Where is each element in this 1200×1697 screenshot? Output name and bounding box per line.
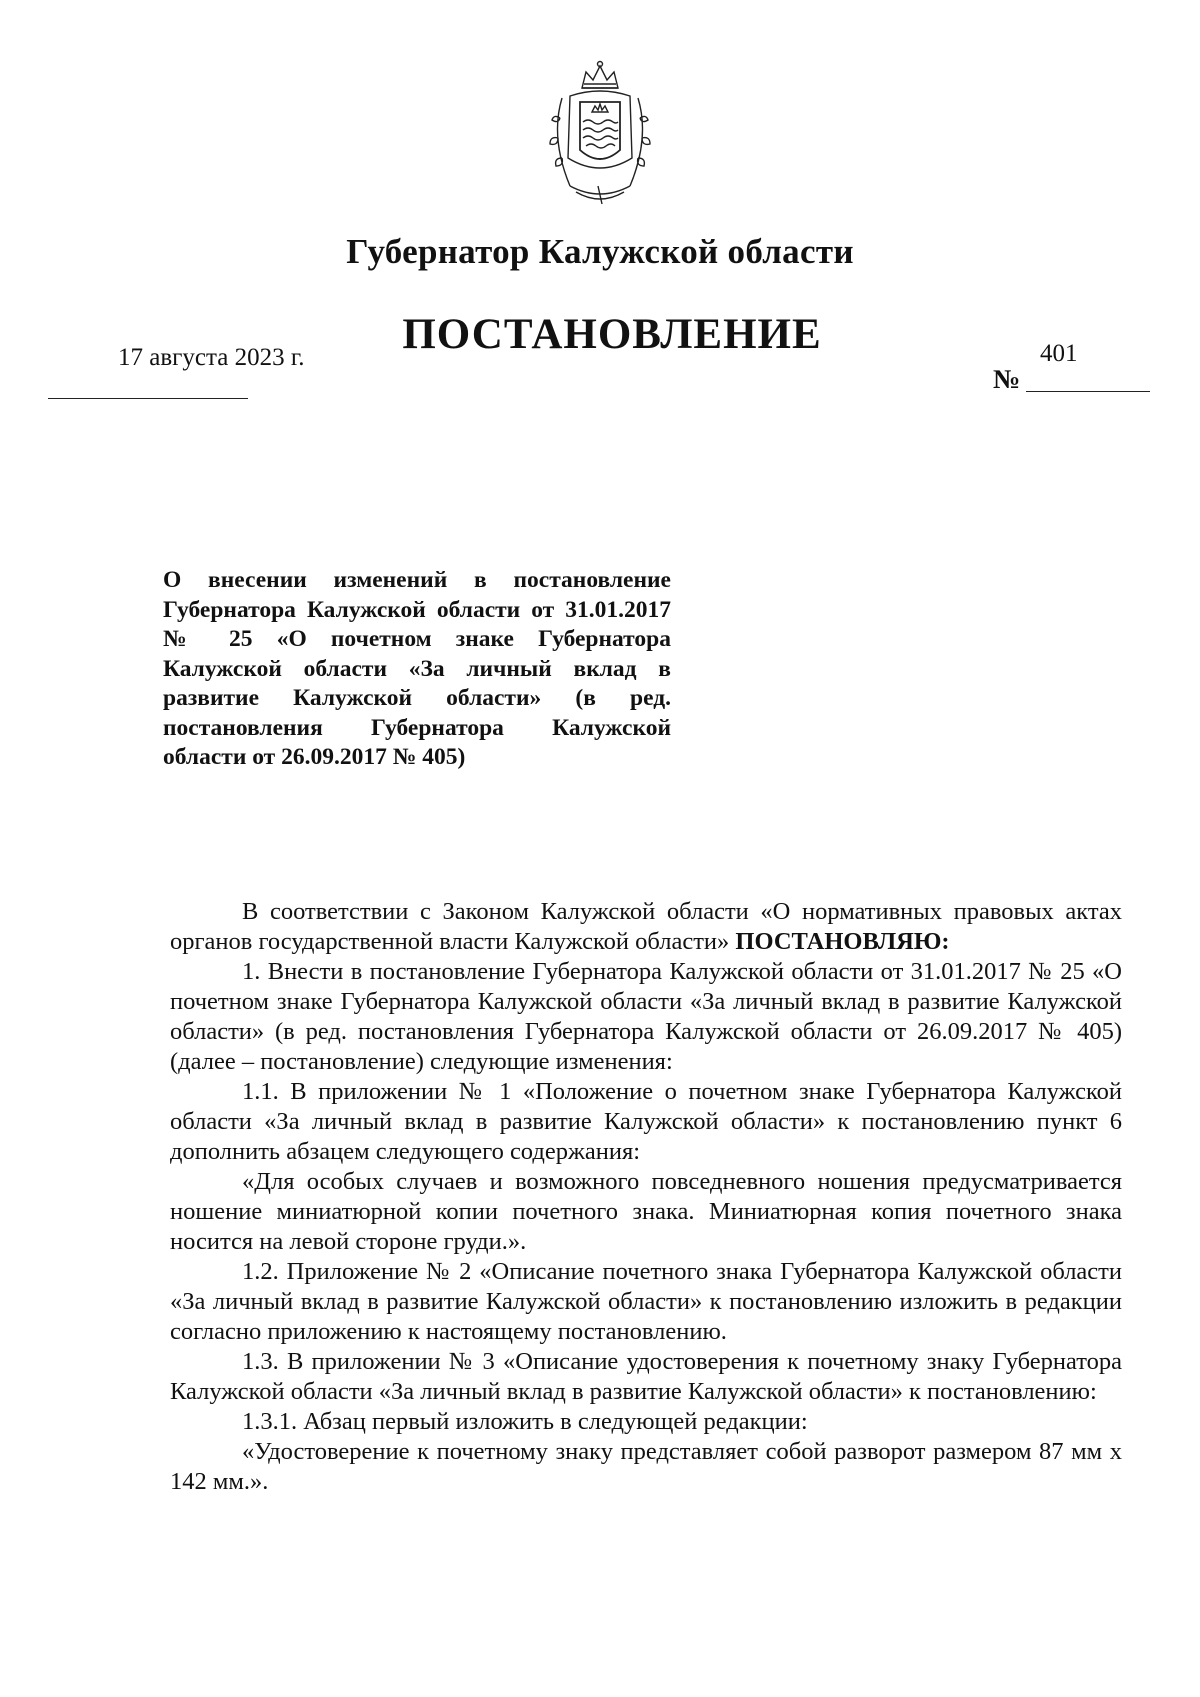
document-date: 17 августа 2023 г. <box>118 344 305 371</box>
body-paragraph: 1.3. В приложении № 3 «Описание удостоверения к почетному знаку Губернатора Калужской области «За личный вклад в развитие Калужской области» к постановлению: <box>170 1348 1122 1405</box>
body-paragraph: 1. Внести в постановление Губернатора Калужской области от 31.01.2017 № 25 «О почетном знаке Губернатора Калужской области «За личный вклад в развитие Калужской области» (в ред. постановления Губернатора Калужской области от 26.09.2017 № 405) (далее – постановление) следующие изменения: <box>170 958 1122 1075</box>
intro-text: В соответствии с Законом Калужской области «О нормативных правовых актах органов государственной власти Калужской области» <box>170 898 1122 955</box>
number-underline <box>1026 391 1150 392</box>
body-paragraph: «Для особых случаев и возможного повседневного ношения предусматривается ношение миниатюрной копии почетного знака. Миниатюрная копия почетного знака носится на левой стороне груди.». <box>170 1168 1122 1255</box>
body-paragraph: «Удостоверение к почетному знаку представляет собой разворот размером 87 мм х 142 мм.». <box>170 1438 1122 1495</box>
coat-of-arms-icon <box>540 58 660 208</box>
intro-paragraph <box>170 897 1122 957</box>
number-label: № <box>993 364 1021 394</box>
body-paragraph: 1.3.1. Абзац первый изложить в следующей редакции: <box>242 1408 808 1435</box>
issuing-authority: Губернатор Калужской области <box>346 232 854 271</box>
body-paragraph: 1.2. Приложение № 2 «Описание почетного знака Губернатора Калужской области «За личный вклад в развитие Калужской области» к постановлению изложить в редакции согласно приложению к настоящему постановлению. <box>170 1258 1122 1345</box>
date-underline <box>48 398 248 399</box>
document-body <box>170 897 1122 1497</box>
document-number: 401 <box>1040 340 1078 367</box>
document-subject: О внесении изменений в постановление Губернатора Калужской области от 31.01.2017 № 25 «О почетном знаке Губернатора Калужской области «За личный вклад в развитие Калужской области» (в ред. постановления Губернатора Калужской области от 26.09.2017 № 405) <box>163 567 671 770</box>
body-paragraph: 1.1. В приложении № 1 «Положение о почетном знаке Губернатора Калужской области «За личный вклад в развитие Калужской области» к постановлению пункт 6 дополнить абзацем следующего содержания: <box>170 1078 1122 1165</box>
decree-word: ПОСТАНОВЛЯЮ: <box>735 928 950 955</box>
document-type: ПОСТАНОВЛЕНИЕ <box>402 311 822 358</box>
